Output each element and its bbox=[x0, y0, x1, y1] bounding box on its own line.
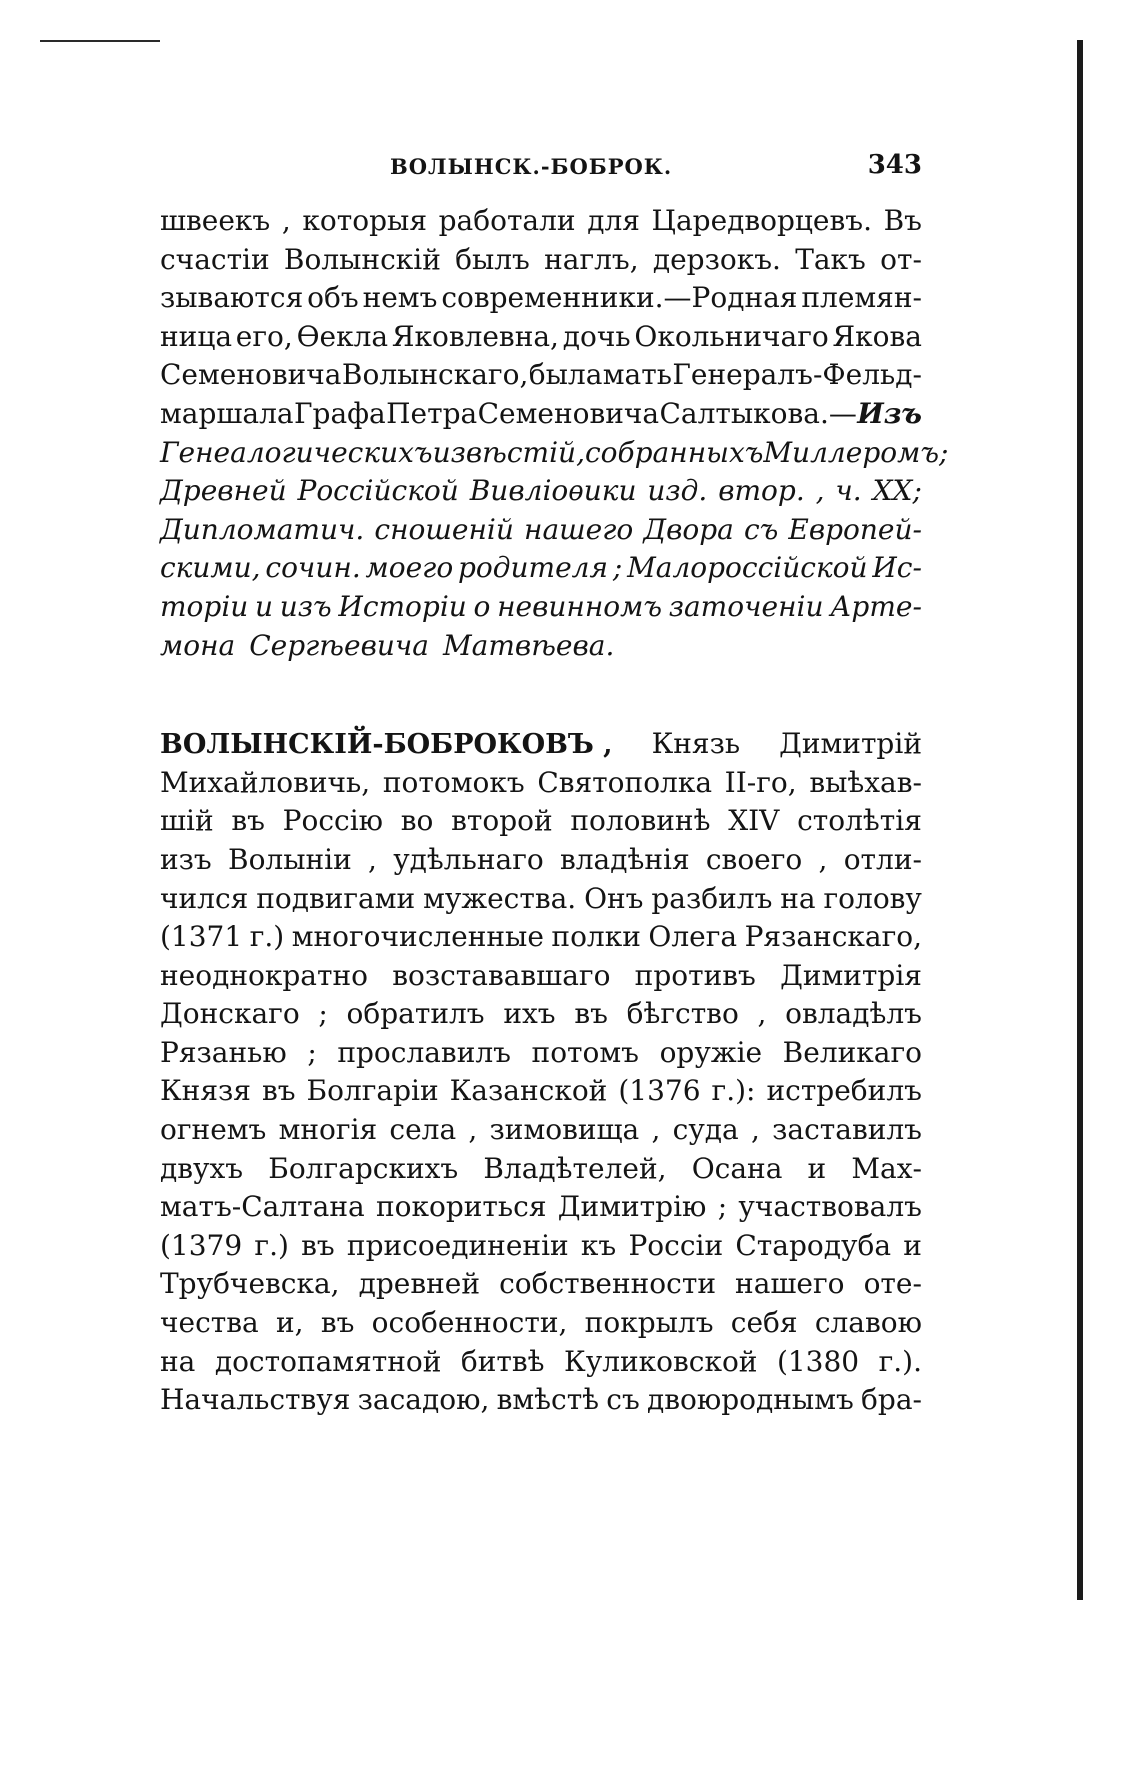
word: достопамятной bbox=[214, 1344, 442, 1378]
entry-first-line bbox=[160, 725, 922, 764]
word: родителя bbox=[457, 551, 609, 585]
word: мать bbox=[602, 358, 672, 392]
text-line bbox=[160, 202, 922, 241]
paragraph-volynsky bbox=[160, 202, 949, 665]
word: бѣгство bbox=[626, 997, 739, 1031]
word: Европей- bbox=[788, 512, 922, 546]
word: объ bbox=[307, 281, 359, 315]
word: ; bbox=[938, 435, 949, 469]
word: Великаго bbox=[782, 1035, 922, 1069]
text-line bbox=[160, 841, 922, 880]
word: Салтыкова.— bbox=[659, 396, 857, 430]
word: сношеній bbox=[374, 512, 514, 546]
word: его, bbox=[235, 319, 293, 353]
source-line bbox=[160, 627, 922, 666]
source-line bbox=[160, 549, 922, 588]
word: Димитрій bbox=[779, 727, 922, 761]
word: XIV bbox=[728, 804, 780, 838]
source-intro: Изъ bbox=[857, 396, 922, 430]
word: зимовища bbox=[489, 1113, 640, 1147]
word: ч. bbox=[835, 474, 862, 508]
word: и bbox=[255, 589, 274, 623]
word: г.): bbox=[711, 1074, 756, 1108]
text-line bbox=[160, 1227, 922, 1266]
word: современники.—Родная bbox=[441, 281, 798, 315]
word: на bbox=[160, 1344, 196, 1378]
word: истребилъ bbox=[766, 1074, 922, 1108]
word: Олега bbox=[648, 920, 738, 954]
word: скими, bbox=[160, 551, 261, 585]
word: (1371 bbox=[160, 920, 243, 954]
text-line bbox=[160, 279, 922, 318]
word: , bbox=[368, 842, 377, 876]
word: половинѣ bbox=[570, 804, 711, 838]
word: огнемъ bbox=[160, 1113, 267, 1147]
word: Якова bbox=[832, 319, 922, 353]
word: подвигами bbox=[256, 881, 416, 915]
word: о bbox=[473, 589, 491, 623]
word: голову bbox=[823, 881, 922, 915]
word: ница bbox=[160, 319, 233, 353]
word: славою bbox=[814, 1306, 922, 1340]
text-line bbox=[160, 918, 922, 957]
word: Россійской bbox=[297, 474, 459, 508]
word: покрылъ bbox=[584, 1306, 714, 1340]
word: торіи bbox=[160, 589, 249, 623]
word: г.) bbox=[249, 920, 285, 954]
word: швеекъ bbox=[160, 204, 271, 237]
page-number: 343 bbox=[867, 150, 922, 180]
word: дерзокъ. bbox=[652, 242, 781, 276]
entry-headword: ВОЛЫНСКІЙ-БОБРОКОВЪ , bbox=[160, 729, 613, 761]
word: неоднократно bbox=[160, 958, 368, 992]
word: выѣхав- bbox=[809, 765, 922, 799]
word: Графа bbox=[293, 396, 386, 430]
word: от- bbox=[880, 242, 922, 276]
word: , bbox=[750, 1113, 760, 1147]
word: Россіи bbox=[628, 1228, 724, 1262]
word: села bbox=[389, 1113, 457, 1147]
word: Въ bbox=[883, 204, 922, 237]
word: Онъ bbox=[584, 881, 644, 915]
text-line bbox=[160, 1265, 922, 1304]
word: маршала bbox=[160, 396, 294, 430]
word: Волыніи bbox=[228, 842, 352, 876]
text-line bbox=[160, 1111, 922, 1150]
word: Болгаріи bbox=[306, 1074, 439, 1108]
word: зываются bbox=[160, 281, 304, 315]
text-line bbox=[160, 395, 922, 434]
word: къ bbox=[580, 1228, 617, 1262]
word: Владѣтелей, bbox=[483, 1151, 667, 1185]
word: засадою, bbox=[357, 1383, 490, 1417]
word: Окольничаго bbox=[634, 319, 829, 353]
word: удѣльнаго bbox=[393, 842, 544, 876]
word: Мах- bbox=[851, 1151, 922, 1185]
word: ихъ bbox=[503, 997, 556, 1031]
word: , bbox=[281, 204, 291, 237]
word: оружіе bbox=[659, 1035, 763, 1069]
scan-edge-top bbox=[40, 40, 160, 42]
word: Россію bbox=[282, 804, 384, 838]
word: собранныхъ bbox=[585, 435, 764, 469]
word: Вивліоѳики bbox=[469, 474, 637, 508]
text-line bbox=[160, 241, 922, 280]
word: Ис- bbox=[872, 551, 922, 585]
word: Двора bbox=[643, 512, 734, 546]
word: XX; bbox=[872, 474, 922, 508]
source-line bbox=[160, 511, 922, 550]
word: невинномъ bbox=[497, 589, 663, 623]
word: прославилъ bbox=[337, 1035, 511, 1069]
word: заставилъ bbox=[772, 1113, 922, 1147]
entry-volynsky-bobrokov bbox=[160, 725, 922, 1420]
text-line bbox=[160, 880, 922, 919]
word: Князь bbox=[651, 727, 741, 761]
word: Донскаго bbox=[160, 997, 300, 1031]
text-line bbox=[160, 318, 922, 357]
word: вмѣстѣ bbox=[496, 1383, 600, 1417]
word: Князя bbox=[160, 1074, 251, 1108]
word: многія bbox=[278, 1113, 378, 1147]
word: сочин. bbox=[265, 551, 361, 585]
word: Куликовской bbox=[564, 1344, 758, 1378]
word: чества bbox=[160, 1306, 259, 1340]
word: присоединеніи bbox=[346, 1228, 569, 1262]
word: Миллеромъ bbox=[763, 435, 939, 469]
word: наглъ, bbox=[544, 242, 639, 276]
word: возстававшаго bbox=[392, 958, 611, 992]
word: II-го, bbox=[724, 765, 797, 799]
word: съ bbox=[606, 1383, 640, 1417]
word: Древней bbox=[160, 474, 287, 508]
word: Петра bbox=[386, 396, 478, 430]
word: въ bbox=[320, 1306, 355, 1340]
word: разбилъ bbox=[651, 881, 773, 915]
word: Димитрія bbox=[780, 958, 922, 992]
word: Волынскаго, bbox=[341, 358, 529, 392]
word: владѣнія bbox=[559, 842, 690, 876]
scan-edge-right bbox=[1077, 40, 1083, 1600]
word: въ bbox=[301, 1228, 335, 1262]
word: Семеновича bbox=[477, 396, 660, 430]
word: немъ bbox=[362, 281, 438, 315]
word: Исторіи bbox=[338, 589, 467, 623]
word: овладѣлъ bbox=[785, 997, 922, 1031]
word: Ѳекла bbox=[296, 319, 389, 353]
word: себя bbox=[730, 1306, 798, 1340]
word: и, bbox=[275, 1306, 304, 1340]
word: , bbox=[468, 1113, 478, 1147]
word: былъ bbox=[455, 242, 530, 276]
word: Михайловичь, bbox=[160, 765, 371, 799]
word: мужества. bbox=[423, 881, 577, 915]
word: Арте- bbox=[830, 589, 922, 623]
word: Сергѣевича bbox=[249, 628, 430, 662]
text-line bbox=[160, 1034, 922, 1073]
word: бра- bbox=[861, 1383, 922, 1417]
word: нашего bbox=[735, 1267, 845, 1301]
word: суда bbox=[672, 1113, 739, 1147]
word: изъ bbox=[279, 589, 332, 623]
word: дочь bbox=[562, 319, 631, 353]
word: оте- bbox=[863, 1267, 922, 1301]
word: ; bbox=[307, 1035, 317, 1069]
word: (1380 bbox=[776, 1344, 860, 1378]
text-line bbox=[160, 957, 922, 996]
word: Казанской bbox=[449, 1074, 608, 1108]
word: Генеалогическихъ bbox=[160, 435, 433, 469]
word: и bbox=[903, 1228, 922, 1262]
word: Димитрію bbox=[557, 1190, 707, 1224]
word: особенности, bbox=[371, 1306, 568, 1340]
word: , bbox=[757, 997, 767, 1031]
running-head bbox=[160, 150, 922, 186]
word: Семеновича bbox=[160, 358, 342, 392]
word: участвовалъ bbox=[738, 1190, 922, 1224]
word: второй bbox=[451, 804, 553, 838]
word: г.). bbox=[878, 1344, 922, 1378]
word: Такъ bbox=[795, 242, 866, 276]
text-line bbox=[160, 1381, 922, 1420]
word: (1379 bbox=[160, 1228, 243, 1262]
word: Волынскій bbox=[283, 242, 441, 276]
word: которыя bbox=[302, 204, 427, 237]
word: изъ bbox=[160, 842, 212, 876]
word: Святополка bbox=[537, 765, 713, 799]
word: битвѣ bbox=[460, 1344, 545, 1378]
word: , bbox=[651, 1113, 661, 1147]
word: Генералъ-Фельд- bbox=[672, 358, 922, 392]
word: древней bbox=[358, 1267, 481, 1301]
word: г.) bbox=[254, 1228, 289, 1262]
word: (1376 bbox=[618, 1074, 701, 1108]
word: ; bbox=[318, 997, 328, 1031]
word: многочисленные bbox=[291, 920, 544, 954]
word: обратилъ bbox=[346, 997, 485, 1031]
word: и bbox=[807, 1151, 827, 1185]
text-line bbox=[160, 764, 922, 803]
word: матъ-Салтана bbox=[160, 1190, 365, 1224]
source-line bbox=[160, 472, 922, 511]
word: съ bbox=[743, 512, 779, 546]
word: Дипломатич. bbox=[160, 512, 365, 546]
source-line bbox=[160, 434, 949, 473]
text-line bbox=[160, 802, 922, 841]
word: потомокъ bbox=[382, 765, 525, 799]
word: счастіи bbox=[160, 242, 270, 276]
word: въ bbox=[261, 1074, 296, 1108]
word: въ bbox=[231, 804, 265, 838]
word: Трубчевска, bbox=[160, 1267, 340, 1301]
word: шій bbox=[160, 804, 214, 838]
word: противъ bbox=[634, 958, 756, 992]
paragraph-gap bbox=[160, 665, 922, 725]
text-line bbox=[160, 356, 922, 395]
word: извѣстій, bbox=[432, 435, 585, 469]
word: двухъ bbox=[160, 1151, 244, 1185]
word: потомъ bbox=[531, 1035, 639, 1069]
word: моего bbox=[365, 551, 454, 585]
word: Рязанью bbox=[160, 1035, 287, 1069]
word: Матвѣева. bbox=[443, 628, 615, 662]
word: заточеніи bbox=[668, 589, 824, 623]
word: полки bbox=[551, 920, 641, 954]
word: во bbox=[400, 804, 434, 838]
word: нашего bbox=[524, 512, 634, 546]
word: Стародуба bbox=[735, 1228, 892, 1262]
word: ; bbox=[612, 551, 623, 585]
word: своего bbox=[705, 842, 803, 876]
text-line bbox=[160, 1343, 922, 1382]
word: втор. bbox=[718, 474, 805, 508]
word: Начальствуя bbox=[160, 1383, 351, 1417]
word: была bbox=[528, 358, 603, 392]
text-line bbox=[160, 1188, 922, 1227]
word: Рязанскаго, bbox=[744, 920, 922, 954]
word: работали bbox=[438, 204, 576, 237]
word: отли- bbox=[843, 842, 922, 876]
word: изд. bbox=[647, 474, 708, 508]
source-line bbox=[160, 588, 922, 627]
word: ; bbox=[717, 1190, 728, 1224]
book-page bbox=[160, 150, 949, 1420]
running-title: ВОЛЫНСК.-БОБРОК. bbox=[390, 154, 673, 179]
word: Малороссійской bbox=[627, 551, 868, 585]
word: , bbox=[818, 842, 828, 876]
word: мона bbox=[160, 628, 236, 662]
word: столѣтія bbox=[797, 804, 922, 838]
word: на bbox=[780, 881, 816, 915]
word: двоюроднымъ bbox=[647, 1383, 854, 1417]
word: собственности bbox=[499, 1267, 716, 1301]
word: въ bbox=[574, 997, 608, 1031]
word: Болгарскихъ bbox=[268, 1151, 459, 1185]
word: Осана bbox=[691, 1151, 783, 1185]
word: , bbox=[815, 474, 825, 508]
word: чился bbox=[160, 881, 249, 915]
text-line bbox=[160, 995, 922, 1034]
word: Царедворцевъ. bbox=[651, 204, 872, 237]
text-line bbox=[160, 1072, 922, 1111]
word: племян- bbox=[801, 281, 922, 315]
word: для bbox=[587, 204, 640, 237]
text-line bbox=[160, 1150, 922, 1189]
word: Яковлевна, bbox=[391, 319, 559, 353]
word: покориться bbox=[375, 1190, 547, 1224]
text-line bbox=[160, 1304, 922, 1343]
